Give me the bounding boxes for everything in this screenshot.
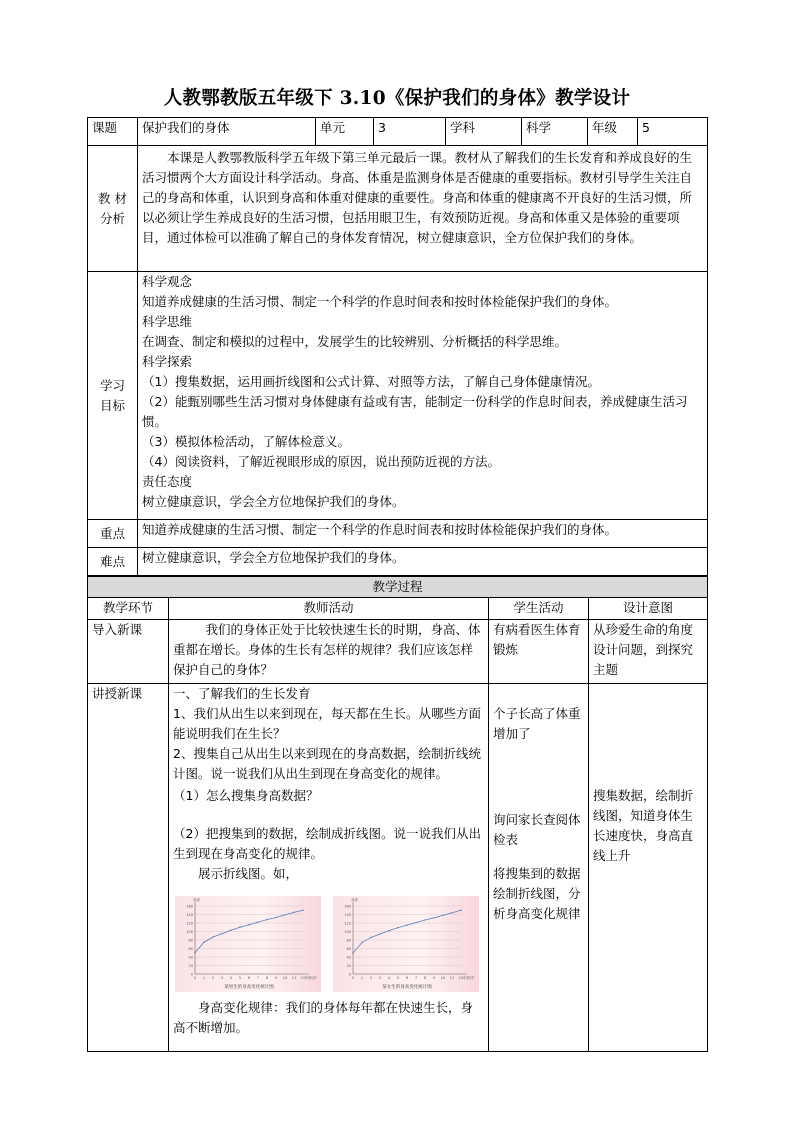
y-tick-label: 120 — [186, 921, 193, 926]
mubiao-line: （1）搜集数据，运用画折线图和公式计算、对照等方法，了解自己身体健康情况。 — [142, 374, 600, 389]
chart-title: 某男生的身高变化统计图 — [224, 985, 274, 990]
x-tick-label: 2 — [369, 976, 373, 980]
x-tick-label: 9 — [432, 976, 436, 980]
data-point — [352, 952, 353, 953]
x-tick-label: 6 — [405, 976, 409, 980]
data-point — [293, 912, 294, 913]
chart-title: 某女生的身高变化统计图 — [382, 985, 432, 990]
x-tick-label: 2 — [211, 976, 215, 980]
data-point — [212, 936, 213, 937]
keti-label: 课题 — [88, 118, 138, 146]
jiaocai-text: 本课是人教鄂教版科学五年级下第三单元最后一课。教材从了解我们的生长发育和养成良好的生活习惯两个大方面设计科学活动。身高、体重是监测身体是否健康的重要指标。教材引导学生关注自己的身高和体重，认识到身高和体重对健康的重要性。身高和体重的健康离不开良好的生活习惯，所以必须让学生养成良好的生活习惯，包括用眼卫生，有效预防近视。身高和体重又是体验的重要项目，通过体检可以准确了解自己的身体发育情况，树立健康意识，全方位保护我们的身体。 — [138, 146, 708, 272]
data-point — [239, 927, 240, 928]
x-axis-label: 年龄/岁 — [305, 976, 317, 980]
x-tick-label: 3 — [378, 976, 382, 980]
nianji-label: 年级 — [588, 118, 638, 146]
y-axis-label: 身高 — [193, 898, 200, 902]
y-tick-label: 40 — [188, 955, 193, 960]
data-point — [379, 933, 380, 934]
lecture-teacher: 一、了解我们的生长发育 1、我们从出生以来到现在，每天都在生长。从哪些方面能说明我们在生长？ 2、搜集自己从出生以来到现在的身高数据，绘制折线统计图。说一说我们从出生到现在身高变化的规律。 （1）怎么搜集身高数据？ （2）把搜集到的数据，绘制成折线图。说一说我们从出生到现在身高变化的规律。 展示折线图。如， 0 20 40 60 80 100 120 140 160 0 1 2 3 4 5 6 7 8 9 10 11 12 身高 年龄/岁 某男生的身高变化统计图 0 20 40 60 80 100 120 140 160 0 1 2 3 4 5 6 7 8 9 10 11 12 身高 年龄/岁 某女生的身高变化统计图 身高变化规律：我们的身体每年都在快速生长，身高不断增加。 — [169, 684, 489, 1052]
y-tick-label: 0 — [348, 972, 351, 977]
mubiao-label: 学习 目标 — [88, 272, 138, 520]
data-point — [302, 910, 303, 911]
x-tick-label: 11 — [291, 976, 297, 980]
chart-girl — [333, 896, 479, 992]
y-tick-label: 20 — [188, 964, 193, 968]
y-axis-label: 身高 — [351, 898, 358, 902]
mubiao-line: 科学探索 — [142, 354, 193, 369]
nandian-label: 难点 — [88, 548, 138, 576]
y-tick-label: 140 — [186, 913, 193, 917]
data-point — [248, 924, 249, 925]
y-tick-label: 0 — [190, 972, 193, 977]
header-cell: 学生活动 — [489, 598, 589, 620]
page-title: 人教鄂教版五年级下 3.10《保护我们的身体》教学设计 — [163, 88, 631, 109]
mubiao-line: 在调查、制定和模拟的过程中，发展学生的比较辨别、分析概括的科学思维。 — [142, 334, 568, 349]
x-tick-label: 12 — [300, 976, 306, 980]
mubiao-line: （3）模拟体检活动，了解体检意义。 — [142, 434, 350, 449]
x-tick-label: 4 — [387, 976, 391, 980]
overview-table — [87, 117, 708, 576]
intro-row — [88, 620, 708, 684]
mubiao-line: 科学观念 — [142, 274, 193, 289]
process-header-row — [88, 598, 708, 620]
danyuan-value: 3 — [374, 118, 446, 146]
data-point — [433, 917, 434, 918]
data-point — [266, 919, 267, 920]
data-point — [424, 919, 425, 920]
data-point — [257, 921, 258, 922]
x-tick-label: 8 — [265, 976, 269, 980]
xueke-label: 学科 — [446, 118, 522, 146]
data-point — [442, 915, 443, 916]
data-point — [361, 942, 362, 943]
intro-stage: 导入新课 — [88, 620, 169, 684]
data-point — [284, 914, 285, 915]
data-point — [388, 930, 389, 931]
x-tick-label: 3 — [220, 976, 224, 980]
intro-teacher: 我们的身体正处于比较快速生长的时期，身高、体重都在增长。身体的生长有怎样的规律？我们应该怎样保护自己的身体？ — [169, 620, 489, 684]
data-point — [370, 937, 371, 938]
y-tick-label: 80 — [188, 938, 193, 943]
header-cell: 教学环节 — [88, 598, 169, 620]
nianji-value: 5 — [638, 118, 708, 146]
x-tick-label: 9 — [274, 976, 278, 980]
x-tick-label: 7 — [256, 976, 260, 980]
zhongdian-text: 知道养成健康的生活习惯、制定一个科学的作息时间表和按时体检能保护我们的身体。 — [138, 520, 708, 548]
lecture-intent: 搜集数据，绘制折线图，知道身体生长速度快，身高直线上升 — [589, 684, 708, 1052]
mubiao-line: 知道养成健康的生活习惯、制定一个科学的作息时间表和按时体检能保护我们的身体。 — [142, 294, 618, 309]
x-tick-label: 10 — [440, 976, 446, 980]
x-tick-label: 10 — [282, 976, 288, 980]
chart-pair — [175, 896, 484, 992]
header-cell: 教师活动 — [169, 598, 489, 620]
data-point — [415, 922, 416, 923]
lecture-row — [88, 684, 708, 1052]
y-tick-label: 100 — [186, 930, 193, 934]
mubiao-row — [88, 272, 708, 520]
x-tick-label: 1 — [202, 976, 206, 980]
chart-girl-svg — [333, 896, 479, 992]
data-point — [406, 924, 407, 925]
x-tick-label: 1 — [360, 976, 364, 980]
lecture-stage: 讲授新课 — [88, 684, 169, 1052]
data-point — [230, 930, 231, 931]
intro-student: 有病看医生体育锻炼 — [489, 620, 589, 684]
data-point — [451, 912, 452, 913]
jiaocai-label: 教 材 分析 — [88, 146, 138, 272]
y-tick-label: 80 — [346, 938, 351, 943]
x-tick-label: 8 — [423, 976, 427, 980]
mubiao-line: 科学思维 — [142, 314, 193, 329]
chart-boy-svg — [175, 896, 321, 992]
mubiao-line: 责任态度 — [142, 474, 193, 489]
intro-intent: 从珍爱生命的角度设计问题，到探究主题 — [589, 620, 708, 684]
x-tick-label: 0 — [351, 976, 355, 980]
y-tick-label: 60 — [188, 947, 193, 951]
data-point — [275, 917, 276, 918]
mubiao-line: 树立健康意识，学会全方位地保护我们的身体。 — [142, 494, 405, 509]
jiaocai-row — [88, 146, 708, 272]
data-point — [460, 910, 461, 911]
y-tick-label: 120 — [344, 921, 351, 926]
process-table — [87, 576, 708, 1052]
data-point — [194, 952, 195, 953]
xueke-value: 科学 — [522, 118, 588, 146]
info-row — [88, 118, 708, 146]
y-tick-label: 20 — [346, 964, 351, 968]
x-tick-label: 0 — [193, 976, 197, 980]
data-point — [203, 941, 204, 942]
x-tick-label: 5 — [238, 976, 242, 980]
danyuan-label: 单元 — [316, 118, 374, 146]
nandian-row — [88, 548, 708, 576]
y-tick-label: 40 — [346, 955, 351, 960]
x-tick-label: 6 — [247, 976, 251, 980]
zhongdian-label: 重点 — [88, 520, 138, 548]
data-point — [397, 927, 398, 928]
process-title-row — [88, 577, 708, 598]
keti-value: 保护我们的身体 — [138, 118, 316, 146]
x-tick-label: 7 — [414, 976, 418, 980]
mubiao-line: （4）阅读资料，了解近视眼形成的原因，说出预防近视的方法。 — [142, 454, 500, 469]
zhongdian-row — [88, 520, 708, 548]
x-tick-label: 4 — [229, 976, 233, 980]
x-axis-label: 年龄/岁 — [463, 976, 475, 980]
mubiao-line: （2）能甄别哪些生活习惯对身体健康有益或有害，能制定一份科学的作息时间表，养成健康生活习惯。 — [142, 394, 688, 429]
mubiao-content — [138, 272, 708, 520]
y-tick-label: 140 — [344, 913, 351, 917]
y-tick-label: 100 — [344, 930, 351, 934]
x-tick-label: 5 — [396, 976, 400, 980]
y-tick-label: 160 — [186, 904, 193, 909]
data-point — [221, 933, 222, 934]
x-tick-label: 12 — [458, 976, 464, 980]
chart-boy — [175, 896, 321, 992]
y-tick-label: 160 — [344, 904, 351, 909]
y-tick-label: 60 — [346, 947, 351, 951]
header-cell: 设计意图 — [589, 598, 708, 620]
lecture-student: 个子长高了体重增加了 询问家长查阅体检表 将搜集到的数据绘制折线图，分析身高变化规律 — [489, 684, 589, 1052]
process-title: 教学过程 — [88, 577, 708, 598]
x-tick-label: 11 — [449, 976, 455, 980]
nandian-text: 树立健康意识，学会全方位地保护我们的身体。 — [138, 548, 708, 576]
